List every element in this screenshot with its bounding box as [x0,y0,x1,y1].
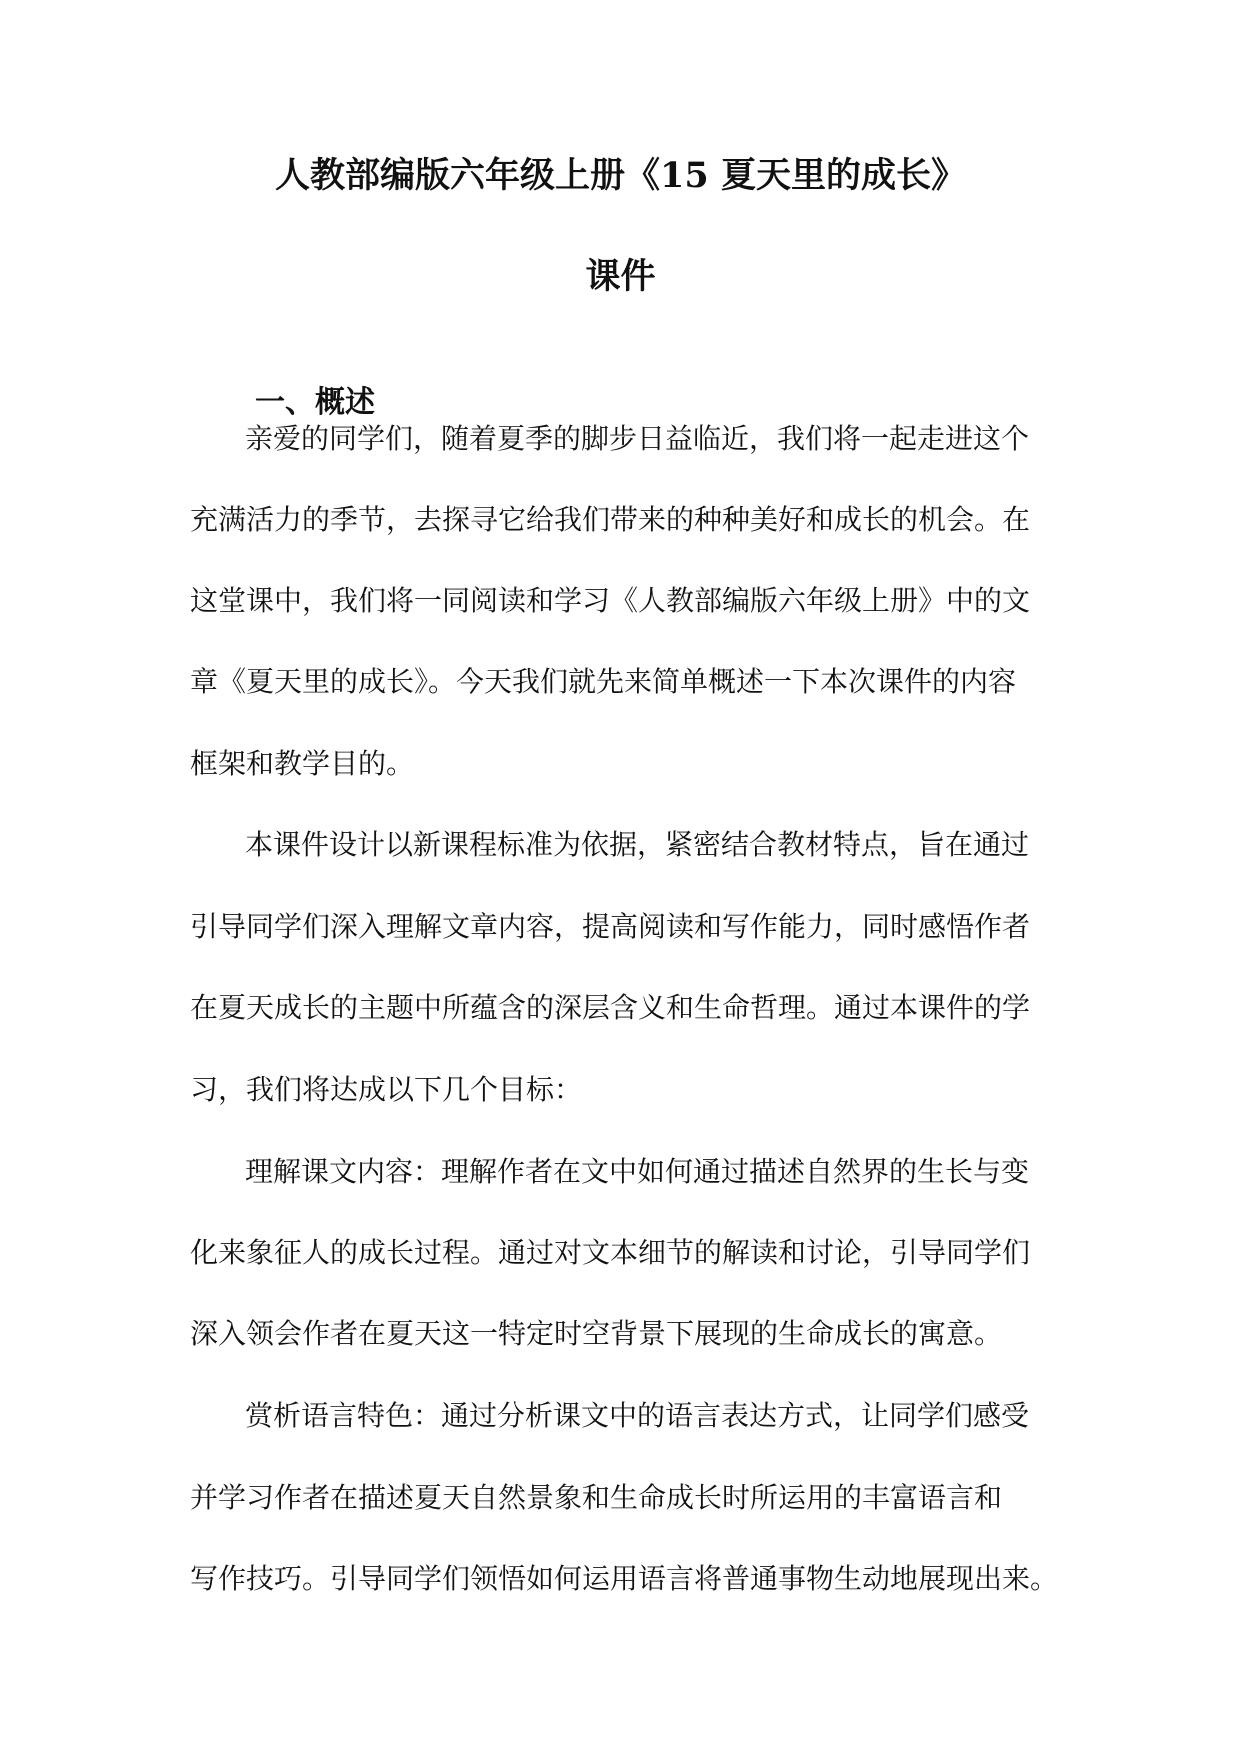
body-line: 引导同学们深入理解文章内容，提高阅读和写作能力，同时感悟作者 [190,910,1031,943]
body-line: 这堂课中，我们将一同阅读和学习《人教部编版六年级上册》中的文 [190,584,1031,617]
body-line: 本课件设计以新课程标准为依据，紧密结合教材特点，旨在通过 [245,828,1030,861]
body-line: 化来象征人的成长过程。通过对文本细节的解读和讨论，引导同学们 [190,1236,1031,1269]
body-line: 赏析语言特色：通过分析课文中的语言表达方式，让同学们感受 [245,1399,1030,1432]
document-title-line-2: 课件 [585,256,656,297]
body-line: 并学习作者在描述夏天自然景象和生命成长时所运用的丰富语言和 [190,1481,1003,1514]
body-line: 写作技巧。引导同学们领悟如何运用语言将普通事物生动地展现出来。 [190,1562,1059,1595]
section-heading: 一、概述 [255,385,375,420]
body-line: 理解课文内容：理解作者在文中如何通过描述自然界的生长与变 [245,1155,1030,1188]
body-line: 章《夏天里的成长》。今天我们就先来简单概述一下本次课件的内容 [190,665,1017,698]
body-line: 深入领会作者在夏天这一特定时空背景下展现的生命成长的寓意。 [190,1317,1003,1350]
body-line: 在夏天成长的主题中所蕴含的深层含义和生命哲理。通过本课件的学 [190,991,1031,1024]
body-line: 亲爱的同学们，随着夏季的脚步日益临近，我们将一起走进这个 [245,422,1030,455]
document-title-line-1: 人教部编版六年级上册《15 夏天里的成长》 [275,155,966,196]
body-line: 框架和教学目的。 [190,747,415,780]
body-line: 充满活力的季节，去探寻它给我们带来的种种美好和成长的机会。在 [190,503,1031,536]
body-line: 习，我们将达成以下几个目标： [190,1073,583,1106]
